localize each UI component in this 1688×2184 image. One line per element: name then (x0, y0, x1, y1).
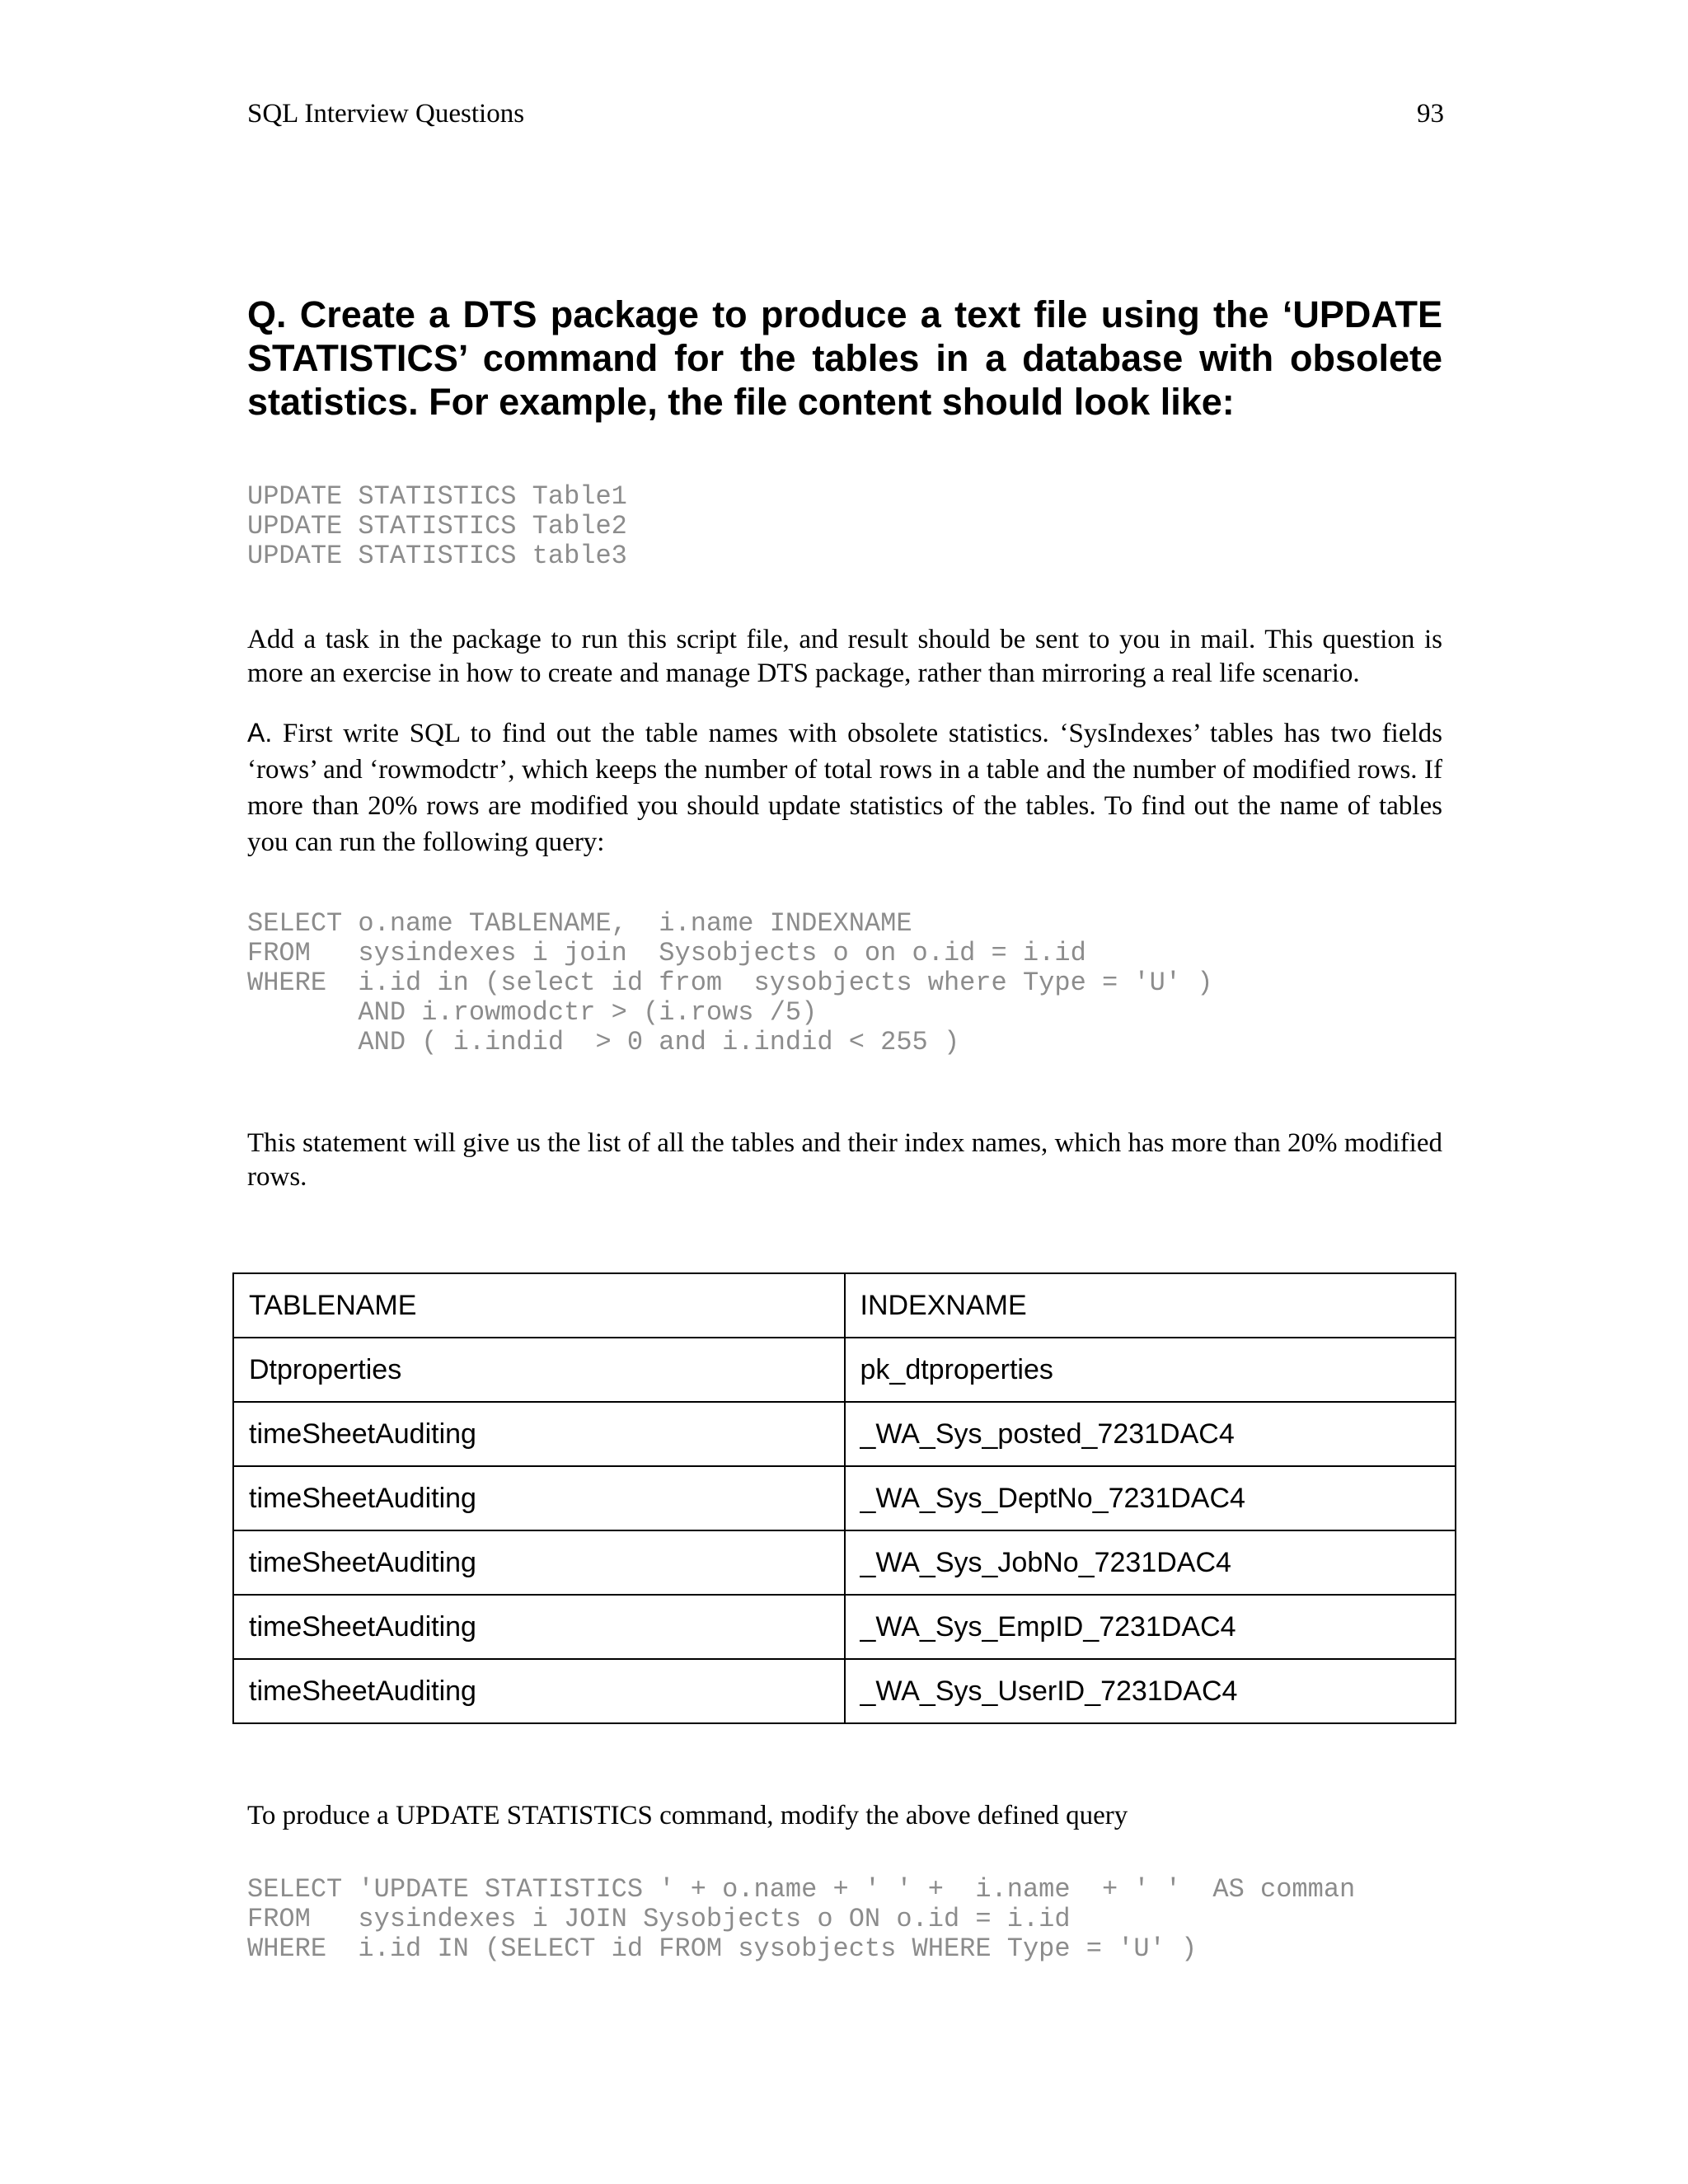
question-heading: Q. Create a DTS package to produce a text file using the ‘UPDATE STATISTICS’ command for the tables in a database with obsolete statistics. For example, the file content should look like: (247, 293, 1442, 423)
query-result-table (232, 1272, 1456, 1724)
table-cell: _WA_Sys_posted_7231DAC4 (845, 1402, 1456, 1466)
table-row (233, 1402, 1456, 1466)
table-cell: _WA_Sys_UserID_7231DAC4 (845, 1659, 1456, 1723)
table-cell: Dtproperties (233, 1338, 845, 1402)
table-row (233, 1530, 1456, 1595)
table-cell: _WA_Sys_JobNo_7231DAC4 (845, 1530, 1456, 1595)
sample-output-code: UPDATE STATISTICS Table1 UPDATE STATISTICS Table2 UPDATE STATISTICS table3 (247, 481, 627, 571)
table-cell: timeSheetAuditing (233, 1659, 845, 1723)
statement-paragraph: This statement will give us the list of all the tables and their index names, which has more than 20% modified rows. (247, 1128, 1442, 1192)
table-cell: pk_dtproperties (845, 1338, 1456, 1402)
answer-paragraph (247, 715, 1442, 860)
table-row (233, 1659, 1456, 1723)
table-row (233, 1338, 1456, 1402)
answer-label: A. (247, 718, 273, 748)
answer-text: First write SQL to find out the table names with obsolete statistics. ‘SysIndexes’ tables has two fields ‘rows’ and ‘rowmodctr’, which keeps the number of total rows in a table and the number of modified rows. If more than 20% rows are modified you should update statistics of the tables. To find out the name of tables you can run the following query: (247, 719, 1443, 857)
table-cell: _WA_Sys_DeptNo_7231DAC4 (845, 1466, 1456, 1530)
running-header-title: SQL Interview Questions (247, 99, 525, 129)
table-row (233, 1466, 1456, 1530)
table-cell: timeSheetAuditing (233, 1466, 845, 1530)
table-header-cell: INDEXNAME (845, 1273, 1456, 1338)
table-cell: _WA_Sys_EmpID_7231DAC4 (845, 1595, 1456, 1659)
update-statistics-query-code: SELECT 'UPDATE STATISTICS ' + o.name + ' ' + i.name + ' ' AS comman FROM sysindexes i JOIN Sysobjects o ON o.id = i.id WHERE i.id IN (SELECT id FROM sysobjects WHERE Type = 'U' ) (247, 1874, 1356, 1964)
table-row (233, 1595, 1456, 1659)
find-obsolete-query-code: SELECT o.name TABLENAME, i.name INDEXNAME FROM sysindexes i join Sysobjects o on o.id = i.id WHERE i.id in (select id from sysobjects where Type = 'U' ) AND i.rowmodctr > (i.rows /5) AND ( i.indid > 0 and i.indid < 255 ) (247, 908, 1213, 1057)
produce-paragraph: To produce a UPDATE STATISTICS command, modify the above defined query (247, 1801, 1128, 1830)
table-cell: timeSheetAuditing (233, 1530, 845, 1595)
page-number: 93 (1417, 99, 1444, 129)
table-header-cell: TABLENAME (233, 1273, 845, 1338)
table-cell: timeSheetAuditing (233, 1402, 845, 1466)
intro-paragraph: Add a task in the package to run this script file, and result should be sent to you in mail. This question is more an exercise in how to create and manage DTS package, rather than mirroring a real life scenario. (247, 625, 1442, 688)
table-cell: timeSheetAuditing (233, 1595, 845, 1659)
table-header-row (233, 1273, 1456, 1338)
